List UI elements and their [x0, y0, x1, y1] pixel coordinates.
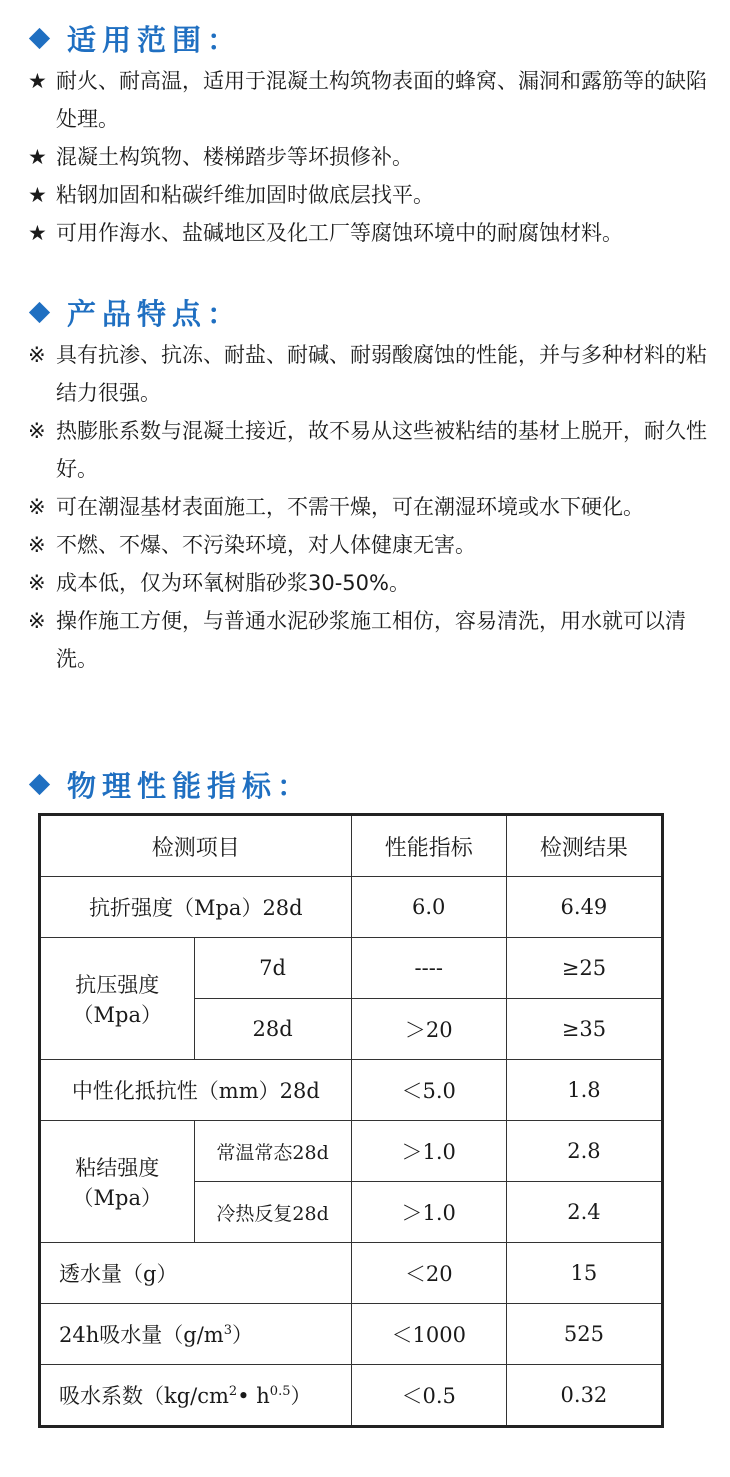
star-icon: ★	[28, 69, 47, 93]
reference-mark-icon: ※	[28, 343, 46, 367]
row-spec: ＞1.0	[351, 1121, 506, 1182]
reference-mark-icon: ※	[28, 533, 46, 557]
table-row	[40, 1243, 663, 1304]
list-item: ※ 可在潮湿基材表面施工，不需干燥，可在潮湿环境或水下硬化。	[28, 488, 710, 526]
section-title-features	[28, 292, 242, 333]
row-spec: ＜1000	[351, 1304, 506, 1365]
row-sublabel: 7d	[194, 938, 351, 999]
row-result: ≥25	[506, 938, 662, 999]
row-spec: ＜20	[351, 1243, 506, 1304]
list-item: ★ 耐火、耐高温，适用于混凝土构筑物表面的蜂窝、漏洞和露筋等的缺陷处理。	[28, 62, 710, 138]
performance-table	[38, 813, 664, 1428]
row-sublabel: 28d	[194, 999, 351, 1060]
row-result: ≥35	[506, 999, 662, 1060]
diamond-bullet-icon	[29, 28, 50, 49]
table-header-row	[40, 815, 663, 877]
star-icon: ★	[28, 221, 47, 245]
list-item: ★ 可用作海水、盐碱地区及化工厂等腐蚀环境中的耐腐蚀材料。	[28, 214, 710, 252]
list-item: ※ 具有抗渗、抗冻、耐盐、耐碱、耐弱酸腐蚀的性能，并与多种材料的粘结力很强。	[28, 336, 710, 412]
table-row	[40, 1121, 663, 1182]
star-icon: ★	[28, 145, 47, 169]
row-label: 粘结强度 （Mpa）	[40, 1121, 195, 1243]
row-result: 525	[506, 1304, 662, 1365]
list-item: ※ 操作施工方便，与普通水泥砂浆施工相仿，容易清洗，用水就可以清洗。	[28, 602, 710, 678]
features-list	[28, 336, 710, 678]
section-title-scope	[28, 18, 242, 59]
list-item: ※ 不燃、不爆、不污染环境，对人体健康无害。	[28, 526, 710, 564]
reference-mark-icon: ※	[28, 419, 46, 443]
row-label: 吸水系数（$kg/cm^2•$ $h^{0.5}$）	[40, 1365, 352, 1427]
row-label: 透水量（g）	[40, 1243, 352, 1304]
row-result: 15	[506, 1243, 662, 1304]
row-spec: ＞1.0	[351, 1182, 506, 1243]
row-spec: ＜5.0	[351, 1060, 506, 1121]
scope-list	[28, 62, 710, 252]
row-sublabel: 常温常态28d	[194, 1121, 351, 1182]
table-row	[40, 1365, 663, 1427]
header-item: 检测项目	[40, 815, 352, 877]
list-item: ※ 热膨胀系数与混凝土接近，故不易从这些被粘结的基材上脱开，耐久性好。	[28, 412, 710, 488]
row-label: 抗压强度 （Mpa）	[40, 938, 195, 1060]
row-spec: 6.0	[351, 877, 506, 938]
table-row	[40, 877, 663, 938]
row-sublabel: 冷热反复28d	[194, 1182, 351, 1243]
list-item: ※ 成本低，仅为环氧树脂砂浆30-50%。	[28, 564, 710, 602]
diamond-bullet-icon	[29, 774, 50, 795]
row-label: 抗折强度（Mpa）28d	[40, 877, 352, 938]
header-result: 检测结果	[506, 815, 662, 877]
list-item: ★ 粘钢加固和粘碳纤维加固时做底层找平。	[28, 176, 710, 214]
row-spec: ＜0.5	[351, 1365, 506, 1427]
row-label: 中性化抵抗性（mm）28d	[40, 1060, 352, 1121]
table-row	[40, 1304, 663, 1365]
row-spec: ＞20	[351, 999, 506, 1060]
table-row	[40, 938, 663, 999]
table-row	[40, 1060, 663, 1121]
row-result: 2.8	[506, 1121, 662, 1182]
section-title-indicators	[28, 764, 312, 805]
row-label: 24h吸水量$(g/m^3)$	[40, 1304, 352, 1365]
reference-mark-icon: ※	[28, 609, 46, 633]
diamond-bullet-icon	[29, 302, 50, 323]
reference-mark-icon: ※	[28, 495, 46, 519]
header-spec: 性能指标	[351, 815, 506, 877]
row-result: 6.49	[506, 877, 662, 938]
row-result: 2.4	[506, 1182, 662, 1243]
row-result: 0.32	[506, 1365, 662, 1427]
section-title-text: 产品特点：	[67, 297, 243, 331]
section-title-text: 适用范围：	[67, 23, 243, 57]
list-item: ★ 混凝土构筑物、楼梯踏步等坏损修补。	[28, 138, 710, 176]
section-title-text: 物理性能指标：	[67, 769, 313, 803]
row-spec: ----	[351, 938, 506, 999]
reference-mark-icon: ※	[28, 571, 46, 595]
row-result: 1.8	[506, 1060, 662, 1121]
star-icon: ★	[28, 183, 47, 207]
